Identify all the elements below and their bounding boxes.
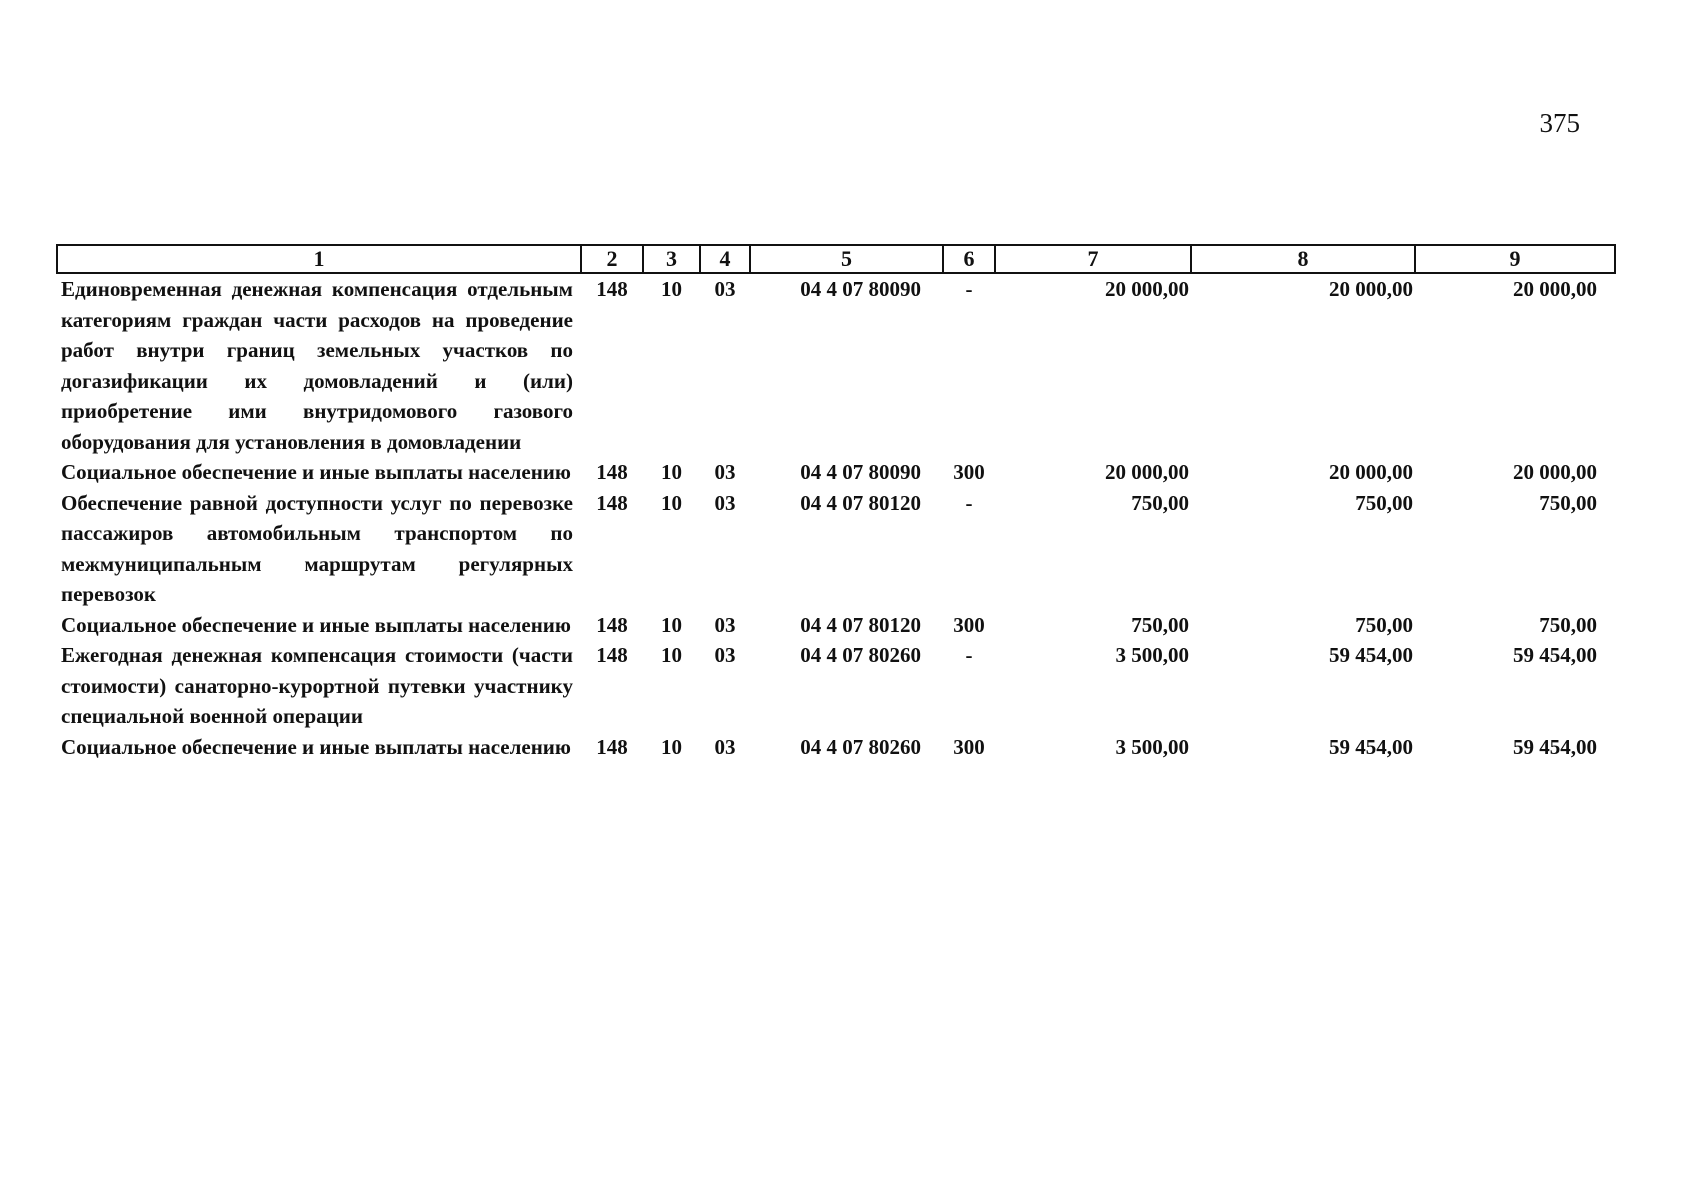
row-col-6: - xyxy=(965,490,973,515)
row-col-9: 20 000,00 xyxy=(1513,277,1597,301)
header-col-1: 1 xyxy=(57,245,581,273)
table-row xyxy=(57,273,1615,457)
row-description: Социальное обеспечение и иные выплаты населению xyxy=(61,734,571,759)
header-col-2: 2 xyxy=(581,245,643,273)
row-col-7: 750,00 xyxy=(1131,490,1189,515)
budget-table xyxy=(56,244,1616,762)
table-row xyxy=(57,610,1615,641)
row-col-2: 148 xyxy=(596,612,628,637)
row-col-8: 59 454,00 xyxy=(1329,643,1413,667)
row-col-7: 20 000,00 xyxy=(1105,460,1189,484)
header-col-6: 6 xyxy=(943,245,995,273)
row-col-6: 300 xyxy=(953,734,985,759)
row-col-4: 03 xyxy=(714,460,736,484)
row-col-7: 20 000,00 xyxy=(1105,277,1189,301)
row-col-8: 20 000,00 xyxy=(1329,460,1413,484)
row-col-8: 750,00 xyxy=(1355,612,1413,637)
row-col-4: 03 xyxy=(714,643,736,667)
row-col-4: 03 xyxy=(714,277,736,301)
row-col-9: 59 454,00 xyxy=(1513,734,1597,759)
row-col-6: 300 xyxy=(953,612,985,637)
row-col-2: 148 xyxy=(596,277,628,301)
row-col-5: 04 4 07 80090 xyxy=(800,277,921,301)
row-col-7: 750,00 xyxy=(1131,612,1189,637)
row-col-8: 59 454,00 xyxy=(1329,734,1413,759)
table-row xyxy=(57,488,1615,610)
row-col-9: 20 000,00 xyxy=(1513,460,1597,484)
row-col-2: 148 xyxy=(596,460,628,484)
row-col-5: 04 4 07 80090 xyxy=(800,460,921,484)
row-description: Социальное обеспечение и иные выплаты населению xyxy=(61,612,571,637)
row-description: Ежегодная денежная компенсация стоимости (части стоимости) санаторно-курортной путевки участнику специальной военной операции xyxy=(61,643,573,728)
row-col-3: 10 xyxy=(661,490,682,515)
header-col-8: 8 xyxy=(1191,245,1415,273)
row-col-2: 148 xyxy=(596,643,628,667)
row-col-3: 10 xyxy=(661,643,682,667)
row-col-4: 03 xyxy=(714,612,736,637)
row-col-2: 148 xyxy=(596,490,628,515)
table-row xyxy=(57,640,1615,732)
row-col-9: 750,00 xyxy=(1539,490,1597,515)
row-col-7: 3 500,00 xyxy=(1115,734,1189,759)
row-col-3: 10 xyxy=(661,734,682,759)
row-col-5: 04 4 07 80260 xyxy=(800,643,921,667)
row-description: Социальное обеспечение и иные выплаты населению xyxy=(61,460,571,484)
row-col-8: 750,00 xyxy=(1355,490,1413,515)
row-col-9: 59 454,00 xyxy=(1513,643,1597,667)
table-row xyxy=(57,457,1615,488)
row-col-8: 20 000,00 xyxy=(1329,277,1413,301)
row-col-7: 3 500,00 xyxy=(1115,643,1189,667)
header-col-3: 3 xyxy=(643,245,700,273)
row-description: Единовременная денежная компенсация отдельным категориям граждан части расходов на проведение работ внутри границ земельных участков по догазификации их домовладений и (или) приобретение ими внутридомового газового оборудования для установления в домовладении xyxy=(61,277,573,454)
table-row xyxy=(57,732,1615,763)
table-body xyxy=(57,273,1615,762)
row-col-4: 03 xyxy=(714,490,736,515)
row-col-6: - xyxy=(965,643,973,667)
row-col-6: - xyxy=(965,277,973,301)
row-col-6: 300 xyxy=(953,460,985,484)
header-col-5: 5 xyxy=(750,245,943,273)
table-header xyxy=(57,245,1615,273)
row-col-5: 04 4 07 80260 xyxy=(800,734,921,759)
header-col-9: 9 xyxy=(1415,245,1615,273)
row-col-3: 10 xyxy=(661,612,682,637)
row-description: Обеспечение равной доступности услуг по перевозке пассажиров автомобильным транспортом по межмуниципальным маршрутам регулярных перевозок xyxy=(61,490,573,606)
header-col-4: 4 xyxy=(700,245,750,273)
row-col-3: 10 xyxy=(661,277,682,301)
row-col-3: 10 xyxy=(661,460,682,484)
row-col-9: 750,00 xyxy=(1539,612,1597,637)
header-col-7: 7 xyxy=(995,245,1191,273)
row-col-5: 04 4 07 80120 xyxy=(800,490,921,515)
row-col-4: 03 xyxy=(714,734,736,759)
page-number: 375 xyxy=(1539,108,1580,138)
row-col-5: 04 4 07 80120 xyxy=(800,612,921,637)
row-col-2: 148 xyxy=(596,734,628,759)
header-row xyxy=(57,245,1615,273)
